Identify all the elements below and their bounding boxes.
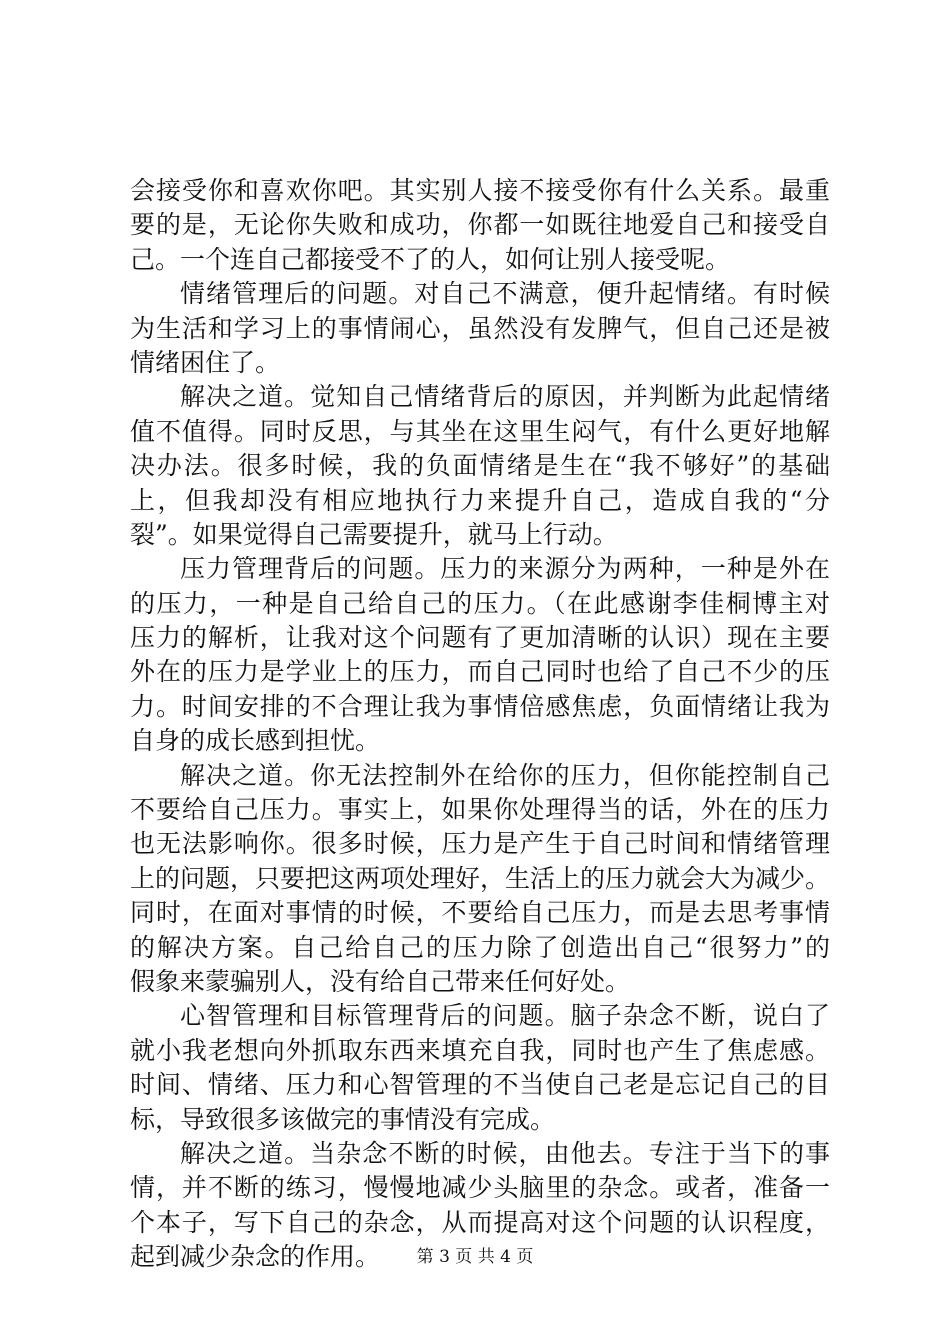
text-line: 为生活和学习上的事情闹心，虽然没有发脾气，但自己还是被: [130, 313, 830, 343]
text-line: 起到减少杂念的作用。: [130, 1242, 381, 1272]
text-line: 外在的压力是学业上的压力，而自己同时也给了自己不少的压: [130, 657, 830, 687]
text-line: 情绪管理后的问题。对自己不满意，便升起情绪。有时候: [180, 279, 830, 309]
text-line: 就小我老想向外抓取东西来填充自我，同时也产生了焦虑感。: [130, 1035, 830, 1065]
text-line: 解决之道。觉知自己情绪背后的原因，并判断为此起情绪: [180, 382, 830, 412]
text-line: 标，导致很多该做完的事情没有完成。: [130, 1104, 556, 1134]
text-line: 解决之道。你无法控制外在给你的压力，但你能控制自己: [180, 760, 830, 790]
text-line: 裂”。如果觉得自己需要提升，就马上行动。: [130, 519, 618, 549]
text-line: 心智管理和目标管理背后的问题。脑子杂念不断，说白了: [180, 1001, 830, 1031]
text-line: 个本子，写下自己的杂念，从而提高对这个问题的认识程度，: [130, 1207, 830, 1237]
text-line: 压力的解析，让我对这个问题有了更加清晰的认识）现在主要: [130, 623, 830, 653]
text-line: 会接受你和喜欢你吧。其实别人接不接受你有什么关系。最重: [130, 176, 830, 205]
text-line: 也无法影响你。很多时候，压力是产生于自己时间和情绪管理: [130, 829, 830, 859]
text-line: 值不值得。同时反思，与其坐在这里生闷气，有什么更好地解: [130, 416, 830, 446]
text-line: 假象来蒙骗别人，没有给自己带来任何好处。: [130, 966, 631, 996]
text-line: 上的问题，只要把这两项处理好，生活上的压力就会大为减少。: [130, 863, 831, 893]
text-line: 要的是，无论你失败和成功，你都一如既往地爱自己和接受自: [130, 210, 830, 240]
page-footer: 第 3 页 共 4 页: [416, 1247, 534, 1267]
text-line: 自身的成长感到担忧。: [130, 726, 381, 756]
text-line: 上，但我却没有相应地执行力来提升自己，造成自我的“分: [130, 485, 830, 515]
text-line: 不要给自己压力。事实上，如果你处理得当的话，外在的压力: [130, 795, 830, 825]
text-line: 解决之道。当杂念不断的时候，由他去。专注于当下的事: [180, 1138, 830, 1168]
text-line: 力。时间安排的不合理让我为事情倍感焦虑，负面情绪让我为: [130, 691, 830, 721]
text-line: 决办法。很多时候，我的负面情绪是生在“我不够好”的基础: [130, 451, 830, 481]
text-line: 时间、情绪、压力和心智管理的不当使自己老是忘记自己的目: [130, 1070, 830, 1100]
text-line: 情，并不断的练习，慢慢地减少头脑里的杂念。或者，准备一: [130, 1173, 830, 1203]
text-line: 压力管理背后的问题。压力的来源分为两种，一种是外在: [180, 554, 830, 584]
text-line: 情绪困住了。: [130, 347, 281, 377]
body-text: [130, 174, 830, 1275]
text-line: 同时，在面对事情的时候，不要给自己压力，而是去思考事情: [130, 898, 830, 928]
text-line: 的压力，一种是自己给自己的压力。（在此感谢李佳桐博主对: [130, 588, 830, 618]
text-line: 的解决方案。自己给自己的压力除了创造出自己“很努力”的: [130, 932, 830, 962]
text-line: 己。一个连自己都接受不了的人，如何让别人接受呢。: [130, 244, 731, 274]
